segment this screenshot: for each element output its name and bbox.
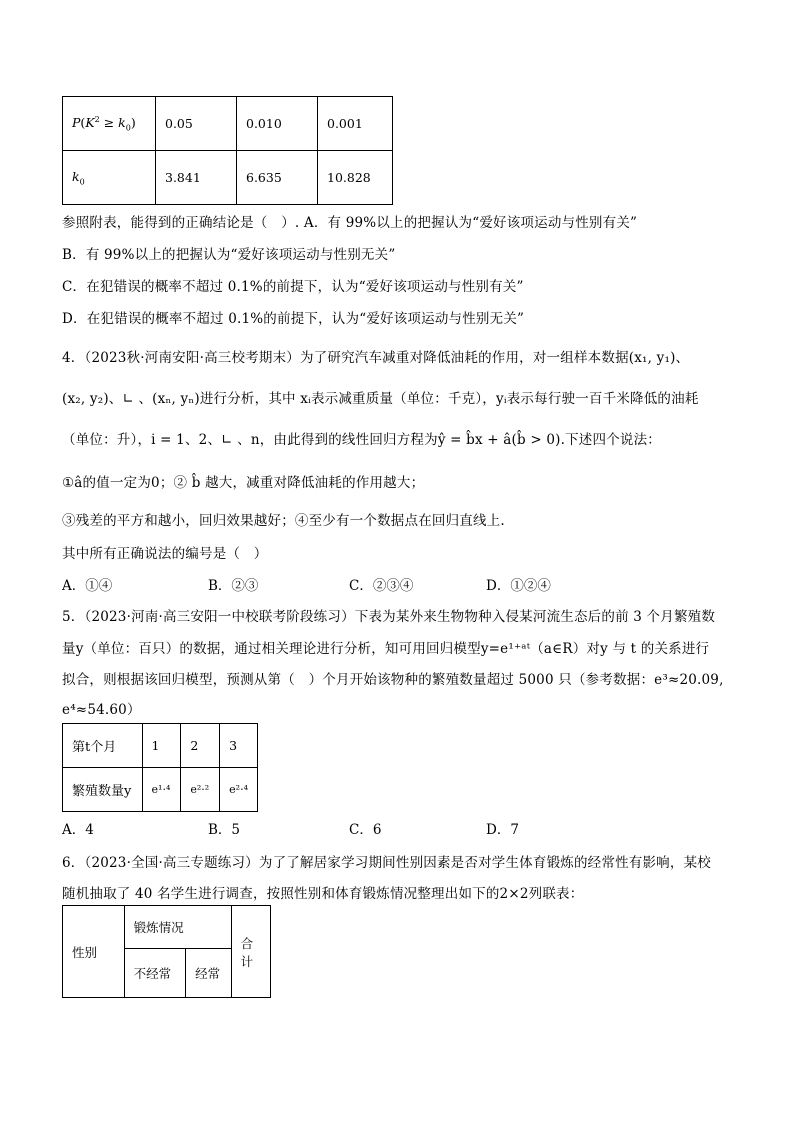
- q3-option-d: D．在犯错误的概率不超过 0.1%的前提下，认为“爱好该项运动与性别无关”: [62, 311, 525, 327]
- k-table-row-cell: 3.841: [156, 151, 237, 205]
- k-table-header-cell: 0.05: [156, 97, 237, 151]
- q5-table-header-cell: 2: [181, 724, 220, 768]
- k-table-header-label: $P(K^2 \ge k_0)$: [63, 97, 156, 151]
- q5-line-2: 量y（单位：百只）的数据，通过相关理论进行分析，知可用回归模型y=e¹⁺ᵃᵗ（a∈R）对y 与 t 的关系进行: [62, 641, 710, 657]
- q4-line-2: (x₂, y₂)、∟ 、(xₙ, yₙ)进行分析，其中 xᵢ表示减重质量（单位：千克），yᵢ表示每行驶一百千米降低的油耗: [62, 391, 699, 407]
- q5-table-row-cell: e¹·⁴: [142, 768, 181, 812]
- q6-line-1: 6．（2023·全国·高三专题练习）为了了解居家学习期间性别因素是否对学生体育锻炼的经常性有影响，某校: [62, 855, 711, 871]
- q4-line-3: （单位：升），i = 1、2、∟ 、n，由此得到的线性回归方程为ŷ = b̂x + â(b̂ > 0).下述四个说法：: [62, 432, 662, 448]
- q4-question: 其中所有正确说法的编号是（ ）: [62, 546, 268, 562]
- q3-stem: 参照附表，能得到的正确结论是（ ）. A．有 99%以上的把握认为“爱好该项运动与性别有关”: [62, 215, 638, 231]
- q6-table-total-header: 合计: [231, 906, 270, 998]
- q5-line-4: e⁴≈54.60）: [62, 702, 141, 718]
- q4-option-a: A．①④: [62, 578, 113, 594]
- k-table-header-cell: 0.001: [318, 97, 393, 151]
- q4-line-1: 4．（2023秋·河南安阳·高三校考期末）为了研究汽车减重对降低油耗的作用，对一组样本数据(x₁, y₁)、: [62, 350, 690, 366]
- q5-option-a: A．4: [62, 822, 94, 838]
- q5-option-c: C．6: [349, 822, 382, 838]
- q6-line-2: 随机抽取了 40 名学生进行调查，按照性别和体育锻炼情况整理出如下的2×2列联表：: [62, 886, 584, 902]
- q4-line-4: ①â的值一定为0；② b̂ 越大，减重对降低油耗的作用越大；: [62, 475, 425, 491]
- q5-table-header-cell: 3: [220, 724, 258, 768]
- k-table-row-cell: 6.635: [237, 151, 318, 205]
- q5-table-header-cell: 1: [142, 724, 181, 768]
- q5-table-header-label: 第t个月: [63, 724, 143, 768]
- q5-line-1: 5．（2023·河南·高三安阳一中校联考阶段练习）下表为某外来生物物种入侵某河流生态后的前 3 个月繁殖数: [62, 609, 716, 625]
- q5-line-3: 拟合，则根据该回归模型，预测从第（ ）个月开始该物种的繁殖数量超过 5000 只（参考数据：e³≈20.09,: [62, 672, 724, 688]
- q6-table-often-header: 经常: [186, 949, 231, 998]
- q5-table: [62, 723, 258, 812]
- k-table: [62, 96, 393, 205]
- q5-table-row-label: 繁殖数量y: [63, 768, 143, 812]
- q4-option-c: C．②③④: [349, 578, 414, 594]
- q4-option-d: D．①②④: [486, 578, 551, 594]
- k-table-header-cell: 0.010: [237, 97, 318, 151]
- q5-table-row-cell: e²·⁴: [220, 768, 258, 812]
- q6-table-exercise-header: 锻炼情况: [124, 906, 231, 949]
- q6-table: [62, 905, 271, 998]
- k-table-row-label: $k_0$: [63, 151, 156, 205]
- q4-option-b: B．②③: [208, 578, 259, 594]
- q6-table-not-often-header: 不经常: [124, 949, 186, 998]
- q3-option-c: C．在犯错误的概率不超过 0.1%的前提下，认为“爱好该项运动与性别有关”: [62, 279, 524, 295]
- q5-option-d: D．7: [486, 822, 519, 838]
- q3-option-b: B．有 99%以上的把握认为“爱好该项运动与性别无关”: [62, 247, 396, 263]
- q6-table-gender-header: 性别: [63, 906, 125, 998]
- q4-line-5: ③残差的平方和越小，回归效果越好；④至少有一个数据点在回归直线上.: [62, 513, 505, 529]
- q5-table-row-cell: e²·²: [181, 768, 220, 812]
- k-table-row-cell: 10.828: [318, 151, 393, 205]
- q5-option-b: B．5: [208, 822, 241, 838]
